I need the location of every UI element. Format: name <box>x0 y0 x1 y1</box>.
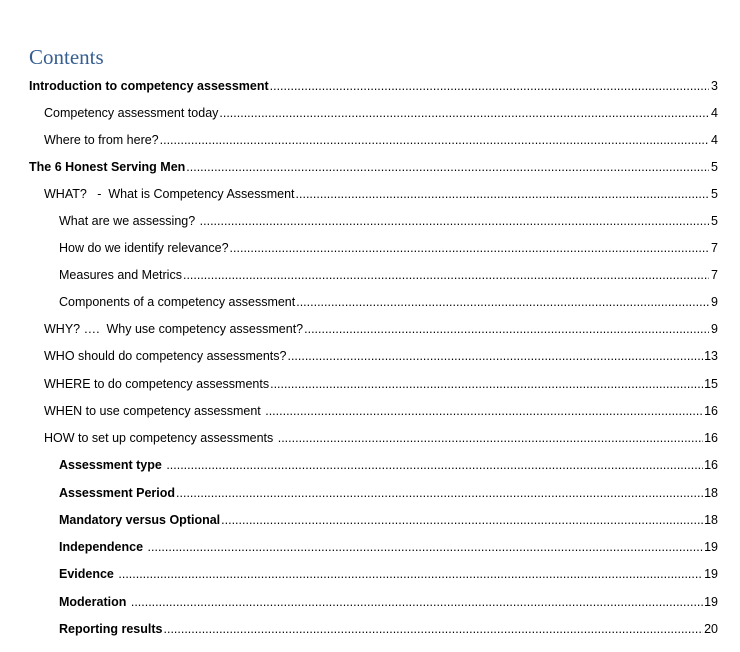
toc-dot-leader <box>186 159 709 175</box>
toc-dot-leader <box>304 321 709 337</box>
toc-dot-leader <box>166 457 703 473</box>
toc-entry-assessment-period[interactable] <box>59 483 718 501</box>
toc-page-number: 19 <box>704 540 718 554</box>
toc-entry-label: Evidence <box>59 567 118 581</box>
toc-entry-how[interactable] <box>44 428 718 446</box>
toc-dot-leader <box>221 512 703 528</box>
toc-page-number: 16 <box>704 404 718 418</box>
toc-entry-label: Assessment Period <box>59 486 176 500</box>
toc-entry-measures-and-metrics[interactable] <box>59 265 718 283</box>
toc-entry-reporting-results[interactable] <box>59 619 718 637</box>
toc-entry-label: Measures and Metrics <box>59 268 182 282</box>
toc-entry-moderation[interactable] <box>59 592 718 610</box>
toc-page-number: 18 <box>704 513 718 527</box>
toc-entry-who[interactable] <box>44 346 718 364</box>
toc-entry-label: WHO should do competency assessments? <box>44 349 287 363</box>
toc-entry-label: Competency assessment today <box>44 106 219 120</box>
toc-dot-leader <box>270 78 709 94</box>
toc-entry-label: Independence <box>59 540 147 554</box>
toc-dot-leader <box>296 294 709 310</box>
toc-entry-assessment-type[interactable] <box>59 455 718 473</box>
toc-entry-what-are-we-assessing[interactable] <box>59 211 718 229</box>
toc-entry-when[interactable] <box>44 401 718 419</box>
toc-entry-what[interactable] <box>44 184 718 202</box>
toc-page-number: 18 <box>704 486 718 500</box>
toc-page-number: 16 <box>704 458 718 472</box>
toc-entry-why[interactable] <box>44 319 718 337</box>
toc-page-number: 16 <box>704 431 718 445</box>
toc-entry-where[interactable] <box>44 374 718 392</box>
toc-heading: Contents <box>29 45 104 69</box>
toc-entry-label: Moderation <box>59 595 130 609</box>
toc-entry-where-from-here[interactable] <box>44 130 718 148</box>
toc-page-number: 3 <box>711 79 718 93</box>
toc-entry-independence[interactable] <box>59 537 718 555</box>
toc-page-number: 19 <box>704 567 718 581</box>
toc-entry-six-honest-serving-men[interactable] <box>29 157 718 175</box>
toc-dot-leader <box>278 430 703 446</box>
toc-page-number: 9 <box>711 295 718 309</box>
toc-page-number: 7 <box>711 241 718 255</box>
toc-entry-components[interactable] <box>59 292 718 310</box>
toc-page-number: 5 <box>711 187 718 201</box>
toc-page-number: 15 <box>704 377 718 391</box>
toc-entry-assessment-today[interactable] <box>44 103 718 121</box>
toc-page-number: 9 <box>711 322 718 336</box>
toc-dot-leader <box>164 621 704 637</box>
toc-dot-leader <box>160 132 709 148</box>
toc-entry-identify-relevance[interactable] <box>59 238 718 256</box>
toc-page-number: 5 <box>711 160 718 174</box>
toc-entry-label: Mandatory versus Optional <box>59 513 221 527</box>
toc-page-number: 19 <box>704 595 718 609</box>
toc-dot-leader <box>270 376 703 392</box>
toc-entry-label: Components of a competency assessment <box>59 295 296 309</box>
toc-entry-label: HOW to set up competency assessments <box>44 431 277 445</box>
toc-dot-leader <box>183 267 709 283</box>
toc-page-number: 20 <box>704 622 718 636</box>
toc-entry-label: Assessment type <box>59 458 166 472</box>
toc-entry-label: WHERE to do competency assessments <box>44 377 270 391</box>
toc-dot-leader <box>148 539 704 555</box>
toc-entry-introduction[interactable] <box>29 76 718 94</box>
toc-dot-leader <box>287 348 703 364</box>
toc-entry-label: WHY? …. Why use competency assessment? <box>44 322 304 336</box>
toc-dot-leader <box>131 594 703 610</box>
toc-page-number: 4 <box>711 133 718 147</box>
toc-dot-leader <box>219 105 709 121</box>
toc-entry-label: Reporting results <box>59 622 163 636</box>
toc-entry-label: What are we assessing? <box>59 214 199 228</box>
toc-dot-leader <box>230 240 709 256</box>
toc-dot-leader <box>118 566 703 582</box>
toc-entry-evidence[interactable] <box>59 564 718 582</box>
toc-entry-label: WHAT? - What is Competency Assessment <box>44 187 295 201</box>
toc-dot-leader <box>265 403 703 419</box>
toc-entry-mandatory-vs-optional[interactable] <box>59 510 718 528</box>
toc-page-number: 13 <box>704 349 718 363</box>
toc-dot-leader <box>176 485 703 501</box>
toc-entry-label: WHEN to use competency assessment <box>44 404 265 418</box>
toc-entry-label: Where to from here? <box>44 133 159 147</box>
toc-dot-leader <box>200 213 709 229</box>
toc-entry-label: Introduction to competency assessment <box>29 79 269 93</box>
toc-page-number: 5 <box>711 214 718 228</box>
toc-page-number: 7 <box>711 268 718 282</box>
toc-entry-label: The 6 Honest Serving Men <box>29 160 186 174</box>
toc-entry-label: How do we identify relevance? <box>59 241 229 255</box>
toc-dot-leader <box>296 186 709 202</box>
toc-page-number: 4 <box>711 106 718 120</box>
